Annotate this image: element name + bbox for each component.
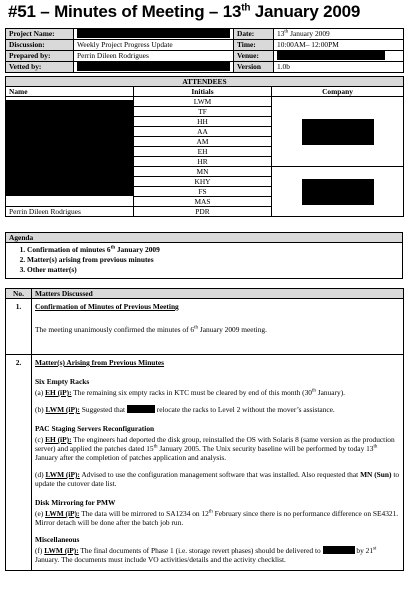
col-name: Name [6,87,134,97]
section-1 [32,299,404,355]
agenda-list [9,245,399,274]
redacted-block [77,29,230,38]
vetted-by-label: Vetted by: [6,62,74,73]
time-value: 10:00AM– 12:00PM [274,40,404,51]
attendees-heading: ATTENDEES [6,77,404,87]
section-title: Matter(s) Arising from Previous Minutes [35,358,165,367]
initials-cell: MAS [134,197,272,207]
initials-cell: HR [134,157,272,167]
venue-label: Venue: [234,51,274,62]
matters-discussed-table [5,288,404,571]
col-company: Company [272,87,404,97]
initials-cell: EH [134,147,272,157]
col-matters: Matters Discussed [32,289,404,299]
vetted-by-value [74,62,234,73]
date-value: 13th January 2009 [274,29,404,40]
col-initials: Initials [134,87,272,97]
redacted-block [77,62,230,71]
initials-cell: PDR [134,207,272,217]
attendees-table [5,76,404,217]
agenda-item: 2. Matter(s) arising from previous minutes [27,255,399,264]
document-title: #51 – Minutes of Meeting – 13th January 2009 [8,2,361,21]
redacted-block [127,405,155,413]
section-number: 2. [6,355,32,571]
section-2 [32,355,404,571]
project-name-value [74,29,234,40]
version-label: Version [234,62,274,73]
venue-value [274,51,404,62]
version-value: 1.0b [274,62,404,73]
redacted-block [277,51,385,60]
initials-cell: KHY [134,177,272,187]
initials-cell: AA [134,127,272,137]
section-title: Confirmation of Minutes of Previous Meeting [35,302,179,311]
item-b: (b) LWM (iP): Suggested that relocate the racks to Level 2 without the mover’s assistance. [35,405,335,414]
initials-cell: FS [134,187,272,197]
agenda-item: 3. Other matter(s) [27,265,399,274]
attendee-name: Perrin Dileen Rodrigues [6,207,134,217]
agenda-item: 1. Confirmation of minutes 6th January 2009 [27,245,399,254]
item-d: (d) LWM (iP): Advised to use the configuration management software that was installed. Also requested that MN (Sun) to update the cutover date list. [35,470,400,488]
subsection-title: Miscellaneous [35,535,80,544]
initials-cell: MN [134,167,272,177]
initials-cell: AM [134,137,272,147]
redacted-block [302,179,374,205]
discussion-value: Weekly Project Progress Update [74,40,234,51]
redacted-block [6,100,133,196]
redacted-names [6,97,134,207]
initials-cell: HH [134,117,272,127]
initials-cell: TF [134,107,272,117]
redacted-block [302,119,374,145]
item-a: (a) EH (iP): The remaining six empty racks in KTC must be cleared by end of this month (30th January). [35,388,345,397]
subsection-title: Disk Mirroring for PMW [35,498,116,507]
project-name-label: Project Name: [6,29,74,40]
agenda-table [5,232,403,279]
discussion-label: Discussion: [6,40,74,51]
subsection-title: Six Empty Racks [35,377,90,386]
item-e: (e) LWM (iP): The data will be mirrored to SA1234 on 12th February since there is no performance difference on SE4321. Mirror detach will be done after the batch job run. [35,509,399,527]
company-cell [272,167,404,217]
section-number: 1. [6,299,32,355]
prepared-by-value: Perrin Dileen Rodrigues [74,51,234,62]
meeting-info-table [5,28,404,73]
company-cell [272,97,404,167]
subsection-title: PAC Staging Servers Reconfiguration [35,424,155,433]
initials-cell: LWM [134,97,272,107]
agenda-heading: Agenda [6,233,403,243]
col-no: No. [6,289,32,299]
prepared-by-label: Prepared by: [6,51,74,62]
agenda-body [6,243,403,279]
item-c: (c) EH (iP): The engineers had deported the disk group, reinstalled the OS with Solaris 8 (same version as the production server) and applied the patches dated 15th January 2005. The Unix security baseline will be performed by today 13th January after the completion of patches application and analysis. [35,435,395,462]
section-text: The meeting unanimously confirmed the minutes of 6th January 2009 meeting. [35,325,267,334]
item-f: (f) LWM (iP): The final documents of Phase 1 (i.e. storage revert phases) should be delivered to by 21st January. The documents must include VO activities/details and the activity checklist. [35,546,377,564]
time-label: Time: [234,40,274,51]
redacted-block [323,546,355,554]
date-label: Date: [234,29,274,40]
